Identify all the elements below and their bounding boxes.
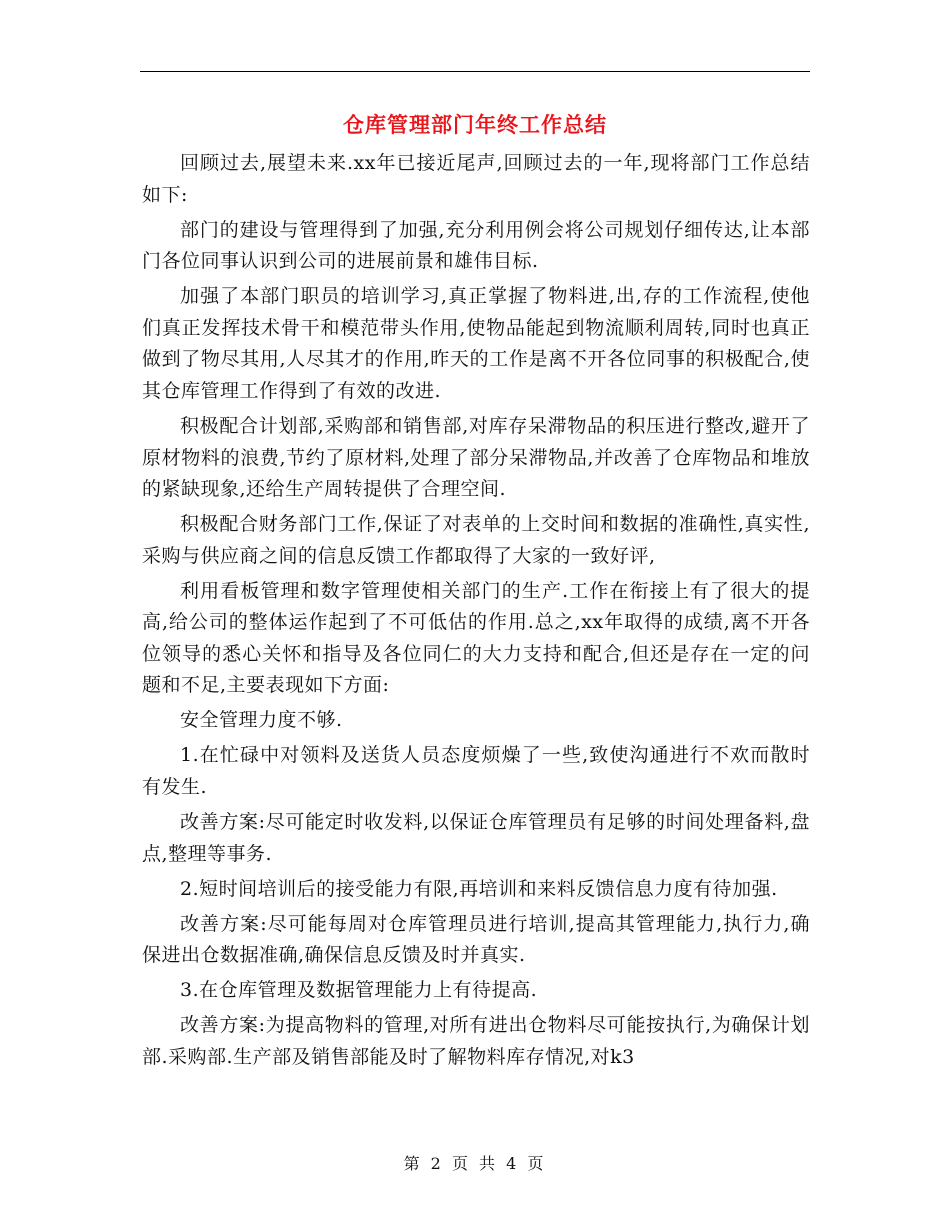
paragraph-staff-training: 加强了本部门职员的培训学习,真正掌握了物料进,出,存的工作流程,使他们真正发挥技术骨干和模范带头作用,使物品能起到物流顺利周转,同时也真正做到了物尽其用,人尽其才的作用,昨天的工作是离不开各位同事的积极配合,使其仓库管理工作得到了有效的改进.	[142, 285, 810, 402]
paragraph-kanban-summary: 利用看板管理和数字管理使相关部门的生产.工作在衔接上有了很大的提高,给公司的整体运作起到了不可低估的作用.总之,xx年取得的成绩,离不开各位领导的悉心关怀和指导及各位同仁的大力支持和配合,但还是存在一定的问题和不足,主要表现如下方面:	[142, 579, 810, 697]
paragraph-solution-2: 改善方案:尽可能每周对仓库管理员进行培训,提高其管理能力,执行力,确保进出仓数据准确,确保信息反馈及时并真实.	[142, 912, 810, 967]
paragraph-inventory-cooperation: 积极配合计划部,采购部和销售部,对库存呆滞物品的积压进行整改,避开了原材物料的浪费,节约了原材料,处理了部分呆滞物品,并改善了仓库物品和堆放的紧缺现象,还给生产周转提供了合理空间.	[142, 414, 810, 501]
paragraph-solution-3: 改善方案:为提高物料的管理,对所有进出仓物料尽可能按执行,为确保计划部.采购部.生产部及销售部能及时了解物料库存情况,对k3	[142, 1014, 810, 1068]
paragraph-issue-3: 3.在仓库管理及数据管理能力上有待提高.	[180, 979, 538, 1002]
document-title: 仓库管理部门年终工作总结	[343, 112, 607, 137]
paragraph-issue-2: 2.短时间培训后的接受能力有限,再培训和来料反馈信息力度有待加强.	[180, 877, 778, 900]
header-rule	[140, 71, 810, 72]
paragraph-safety-heading: 安全管理力度不够.	[180, 709, 343, 732]
paragraph-solution-1: 改善方案:尽可能定时收发料,以保证仓库管理员有足够的时间处理备料,盘点,整理等事务.	[142, 811, 810, 865]
paragraph-finance-cooperation: 积极配合财务部门工作,保证了对表单的上交时间和数据的准确性,真实性,采购与供应商之间的信息反馈工作都取得了大家的一致好评,	[142, 513, 810, 567]
paragraph-issue-1: 1.在忙碌中对领料及送货人员态度烦燥了一些,致使沟通进行不欢而散时有发生.	[142, 744, 810, 799]
document-body	[142, 148, 810, 1077]
paragraph-intro: 回顾过去,展望未来.xx年已接近尾声,回顾过去的一年,现将部门工作总结如下:	[142, 152, 810, 206]
paragraph-department-building: 部门的建设与管理得到了加强,充分利用例会将公司规划仔细传达,让本部门各位同事认识到公司的进展前景和雄伟目标.	[142, 218, 810, 273]
page-number: 第 2 页 共 4 页	[403, 1154, 547, 1173]
